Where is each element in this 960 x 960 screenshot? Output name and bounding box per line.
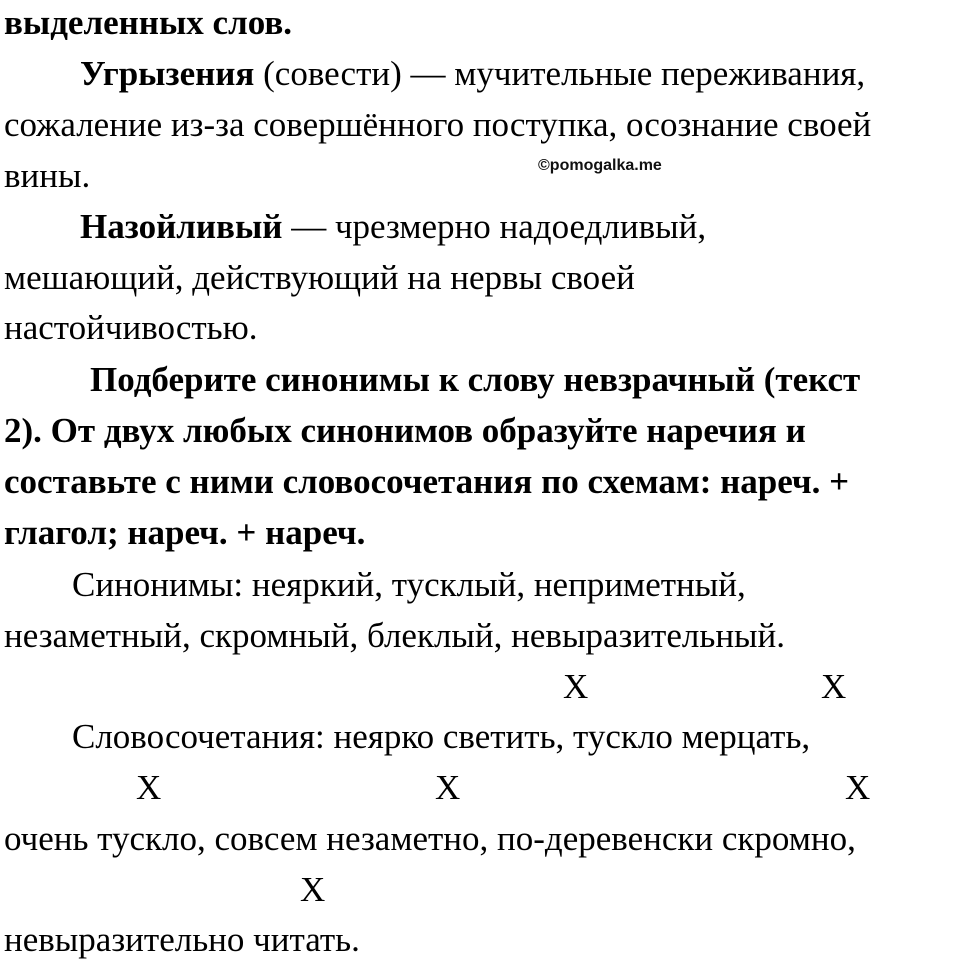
x-mark: X	[845, 768, 871, 807]
definition-2-line-2: мешающий, действующий на нервы своей	[4, 258, 635, 297]
definition-1-line-3: вины.	[4, 156, 91, 195]
x-mark: X	[136, 768, 162, 807]
collocations-line-3: невыразительно читать.	[4, 920, 360, 959]
synonyms-line-2: незаметный, скромный, блеклый, невыразительный.	[4, 616, 786, 655]
definition-2-text: — чрезмерно надоедливый,	[282, 207, 707, 246]
definition-2-line-3: настойчивостью.	[4, 308, 258, 347]
task-line-4: глагол; нареч. + нареч.	[4, 513, 366, 552]
collocations-line-1: Словосочетания: неярко светить, тускло мерцать,	[72, 717, 811, 756]
watermark: ©pomogalka.me	[538, 157, 662, 174]
collocations-line-2: очень тускло, совсем незаметно, по-деревенски скромно,	[4, 819, 856, 858]
x-mark: X	[821, 667, 847, 706]
task-line-3: составьте с ними словосочетания по схемам: нареч. +	[4, 462, 850, 501]
definition-2-term: Назойливый	[80, 207, 283, 246]
definition-2-line-1	[80, 209, 706, 244]
definition-1-line-2: сожаление из-за совершённого поступка, осознание своей	[4, 105, 872, 144]
x-mark: X	[435, 768, 461, 807]
task-line-2: 2). От двух любых синонимов образуйте наречия и	[4, 411, 806, 450]
x-mark: X	[300, 870, 326, 909]
synonyms-line-1: Синонимы: неяркий, тусклый, неприметный,	[72, 565, 746, 604]
definition-1-text: (совести) — мучительные переживания,	[254, 54, 866, 93]
definition-1-term: Угрызения	[80, 54, 255, 93]
definition-1-line-1	[80, 56, 865, 91]
task-line-1: Подберите синонимы к слову невзрачный (текст	[90, 360, 861, 399]
x-mark: X	[563, 667, 589, 706]
heading-tail: выделенных слов.	[4, 3, 292, 42]
